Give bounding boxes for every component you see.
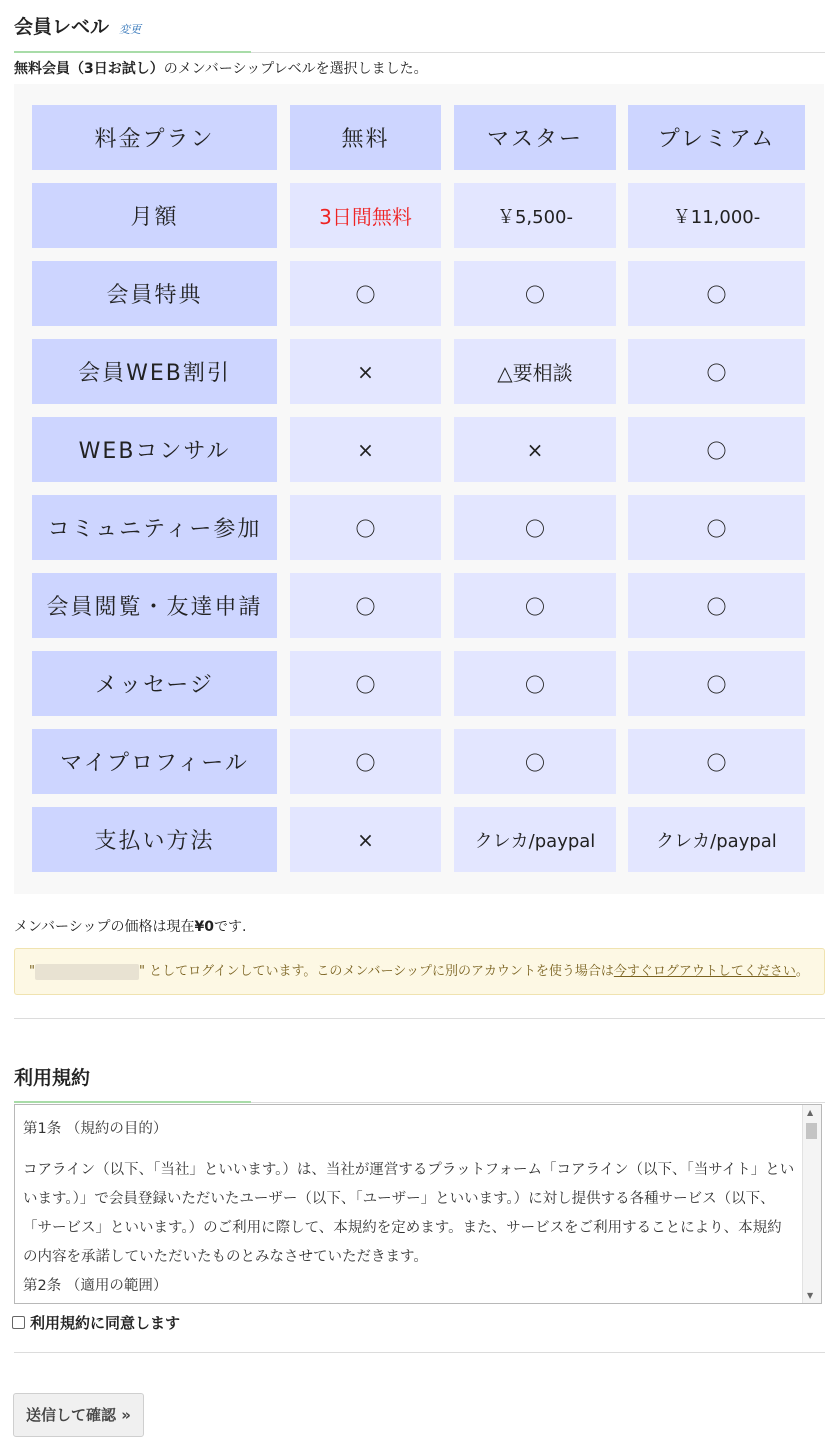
plan-value-cell: × bbox=[290, 807, 441, 872]
plan-value-cell: ￥11,000- bbox=[628, 183, 805, 248]
login-notice: " " としてログインしています。このメンバーシップに別のアカウントを使う場合は今すぐログアウトしてください。 bbox=[14, 948, 825, 995]
plan-feature-label: メッセージ bbox=[32, 651, 277, 716]
selected-level-text: 無料会員（3日お試し）のメンバーシップレベルを選択しました。 bbox=[14, 61, 428, 77]
terms-paragraph: 第1条 （規約の目的） bbox=[23, 1121, 168, 1137]
plan-feature-label: WEBコンサル bbox=[32, 417, 277, 482]
plan-value-cell: 〇 bbox=[628, 729, 805, 794]
submit-button[interactable]: 送信して確認 » bbox=[13, 1393, 144, 1437]
plan-value-cell: 〇 bbox=[290, 261, 441, 326]
scroll-up-icon[interactable]: ▲ bbox=[807, 1108, 814, 1117]
plan-feature-label: 支払い方法 bbox=[32, 807, 277, 872]
plan-header-cell: プレミアム bbox=[628, 105, 805, 170]
agree-terms-checkbox[interactable] bbox=[12, 1316, 25, 1329]
plan-value-cell: 3日間無料 bbox=[290, 183, 441, 248]
terms-scrollbar[interactable] bbox=[802, 1105, 821, 1303]
terms-title: 利用規約 bbox=[14, 1067, 91, 1089]
plan-value-cell: 〇 bbox=[454, 573, 616, 638]
terms-paragraph: 第2条 （適用の範囲） bbox=[23, 1278, 168, 1294]
plan-value-cell: 〇 bbox=[454, 495, 616, 560]
plan-value-cell: △要相談 bbox=[454, 339, 616, 404]
terms-textarea[interactable] bbox=[14, 1104, 822, 1304]
plan-value-cell: 〇 bbox=[290, 651, 441, 716]
logout-link[interactable]: 今すぐログアウトしてください bbox=[613, 964, 796, 979]
plan-feature-label: コミュニティー参加 bbox=[32, 495, 277, 560]
scroll-down-icon[interactable]: ▼ bbox=[807, 1291, 814, 1300]
plan-value-cell: クレカ/paypal bbox=[454, 807, 616, 872]
plan-feature-label: 会員特典 bbox=[32, 261, 277, 326]
agree-terms-label[interactable]: 利用規約に同意します bbox=[30, 1314, 181, 1332]
plan-value-cell: × bbox=[290, 417, 441, 482]
plan-header-cell: マスター bbox=[454, 105, 616, 170]
plan-value-cell: 〇 bbox=[290, 573, 441, 638]
plan-feature-label: 月額 bbox=[32, 183, 277, 248]
plan-header-cell: 料金プラン bbox=[32, 105, 277, 170]
plan-value-cell: 〇 bbox=[454, 729, 616, 794]
plan-value-cell: 〇 bbox=[628, 495, 805, 560]
title-accent-bar bbox=[14, 1101, 251, 1103]
plan-comparison-table bbox=[14, 84, 824, 894]
title-accent-bar bbox=[14, 51, 251, 53]
plan-value-cell: × bbox=[454, 417, 616, 482]
plan-value-cell: 〇 bbox=[628, 573, 805, 638]
membership-price: ¥0 bbox=[194, 919, 214, 935]
plan-feature-label: マイプロフィール bbox=[32, 729, 277, 794]
plan-value-cell: 〇 bbox=[454, 261, 616, 326]
change-level-link[interactable]: 変更 bbox=[119, 23, 142, 36]
plan-value-cell: 〇 bbox=[290, 495, 441, 560]
plan-value-cell: 〇 bbox=[628, 417, 805, 482]
plan-value-cell: × bbox=[290, 339, 441, 404]
terms-content bbox=[23, 1115, 795, 1301]
agree-terms-row[interactable] bbox=[12, 1312, 180, 1333]
plan-value-cell: 〇 bbox=[628, 651, 805, 716]
plan-value-cell: クレカ/paypal bbox=[628, 807, 805, 872]
selected-level-name: 無料会員（3日お試し） bbox=[14, 61, 164, 77]
divider bbox=[14, 1018, 825, 1019]
plan-value-cell: 〇 bbox=[628, 261, 805, 326]
plan-value-cell: 〇 bbox=[290, 729, 441, 794]
scroll-thumb[interactable] bbox=[806, 1123, 817, 1139]
plan-feature-label: 会員WEB割引 bbox=[32, 339, 277, 404]
membership-price-line: メンバーシップの価格は現在¥0です. bbox=[14, 919, 247, 935]
divider bbox=[14, 1352, 825, 1353]
plan-value-cell: 〇 bbox=[454, 651, 616, 716]
terms-paragraph: コアライン（以下、「当社」といいます。）は、当社が運営するプラットフォーム「コアライン（以下、「当サイト」といいます。）」で会員登録いただいたユーザー（以下、「ユーザー」といいます。）に対し提供する各種サービス（以下、「サービス」といいます。）のご利用に際して、本規約を定めます。また、サービスをご利用することにより、本規約の内容を承諾していただいたものとみなさせていただきます。 bbox=[23, 1162, 795, 1265]
plan-header-cell: 無料 bbox=[290, 105, 441, 170]
plan-value-cell: ￥5,500- bbox=[454, 183, 616, 248]
plan-value-cell: 〇 bbox=[628, 339, 805, 404]
plan-feature-label: 会員閲覧・友達申請 bbox=[32, 573, 277, 638]
redacted-username bbox=[35, 964, 139, 980]
membership-level-title: 会員レベル 変更 bbox=[14, 16, 142, 38]
